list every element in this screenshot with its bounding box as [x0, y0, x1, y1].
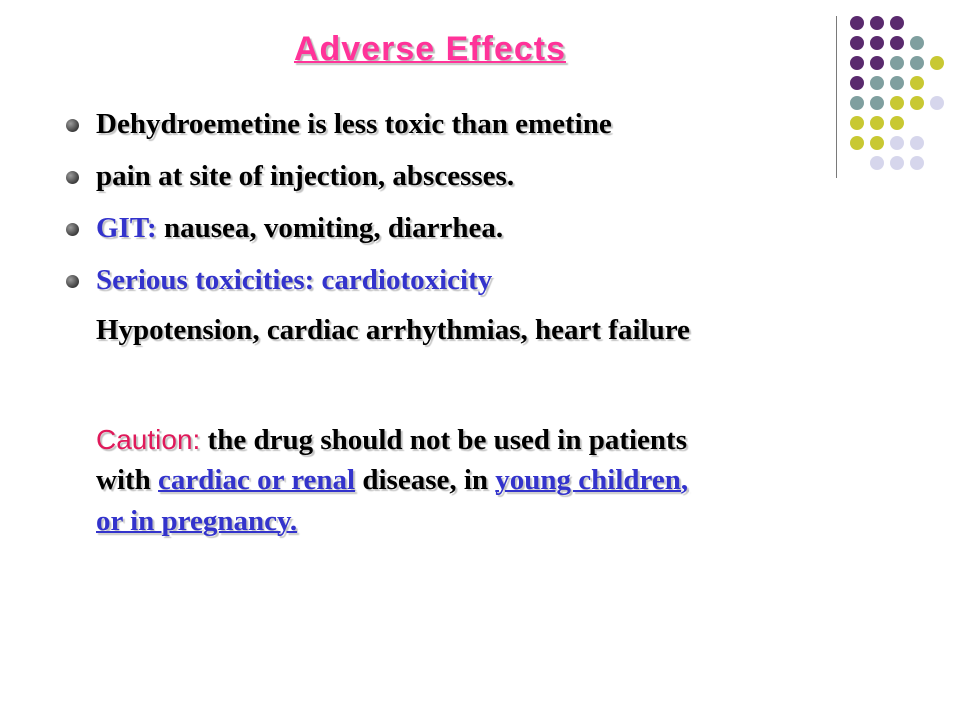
decor-dot-icon — [910, 136, 924, 150]
pregnancy-link[interactable]: or in pregnancy. — [96, 505, 298, 537]
bullet-item — [60, 212, 612, 245]
bullet-item — [60, 160, 612, 193]
caution-line-3 — [96, 505, 297, 538]
decor-dot-icon — [930, 56, 944, 70]
decor-dot-icon — [850, 16, 864, 30]
decor-dot-icon — [850, 36, 864, 50]
caution-text: with — [96, 464, 159, 496]
decor-dot-icon — [850, 116, 864, 130]
decor-dot-icon — [870, 156, 884, 170]
bullet-dot-icon — [66, 119, 79, 132]
sub-line: Hypotension, cardiac arrhythmias, heart failure — [96, 314, 690, 346]
bullet-list — [60, 108, 612, 316]
decor-dot-icon — [870, 96, 884, 110]
decor-dot-icon — [870, 16, 884, 30]
decor-dot-icon — [850, 136, 864, 150]
decor-dot-icon — [910, 76, 924, 90]
decor-dot-icon — [910, 56, 924, 70]
slide-title: Adverse Effects — [293, 30, 566, 68]
bullet-dot-icon — [66, 275, 79, 288]
bullet-item — [60, 264, 612, 297]
bullet-text: Dehydroemetine is less toxic than emetine — [96, 108, 612, 140]
decor-dot-icon — [910, 156, 924, 170]
decor-dot-icon — [890, 56, 904, 70]
bullet-label: GIT: — [96, 212, 157, 244]
decor-dot-icon — [870, 56, 884, 70]
decor-dot-icon — [890, 116, 904, 130]
decor-divider — [836, 16, 837, 178]
caution-text: the drug should not be used in patients — [200, 424, 687, 456]
decor-dot-icon — [870, 36, 884, 50]
bullet-item — [60, 108, 612, 141]
decor-dot-icon — [890, 136, 904, 150]
decor-dot-icon — [890, 156, 904, 170]
young-children-link[interactable]: young children, — [495, 464, 689, 496]
bullet-dot-icon — [66, 171, 79, 184]
decor-dot-icon — [850, 76, 864, 90]
bullet-dot-icon — [66, 223, 79, 236]
bullet-text: pain at site of injection, abscesses. — [96, 160, 515, 192]
decor-dot-icon — [890, 96, 904, 110]
caution-text: disease, in — [355, 464, 496, 496]
caution-line-2 — [96, 464, 688, 497]
caution-line-1 — [96, 423, 687, 457]
caution-label: Caution: — [96, 424, 201, 455]
bullet-text: nausea, vomiting, diarrhea. — [156, 212, 504, 244]
bullet-text: Serious toxicities: cardiotoxicity — [96, 264, 493, 296]
decor-dot-icon — [870, 116, 884, 130]
decor-dot-icon — [910, 36, 924, 50]
decor-dot-icon — [910, 96, 924, 110]
decor-dot-icon — [890, 76, 904, 90]
decor-dot-icon — [850, 96, 864, 110]
decor-dot-icon — [890, 36, 904, 50]
decor-dot-icon — [850, 56, 864, 70]
cardiac-renal-link[interactable]: cardiac or renal — [158, 464, 356, 496]
decor-dot-icon — [870, 76, 884, 90]
decor-dot-icon — [870, 136, 884, 150]
decor-dot-icon — [930, 96, 944, 110]
decor-dot-icon — [890, 16, 904, 30]
